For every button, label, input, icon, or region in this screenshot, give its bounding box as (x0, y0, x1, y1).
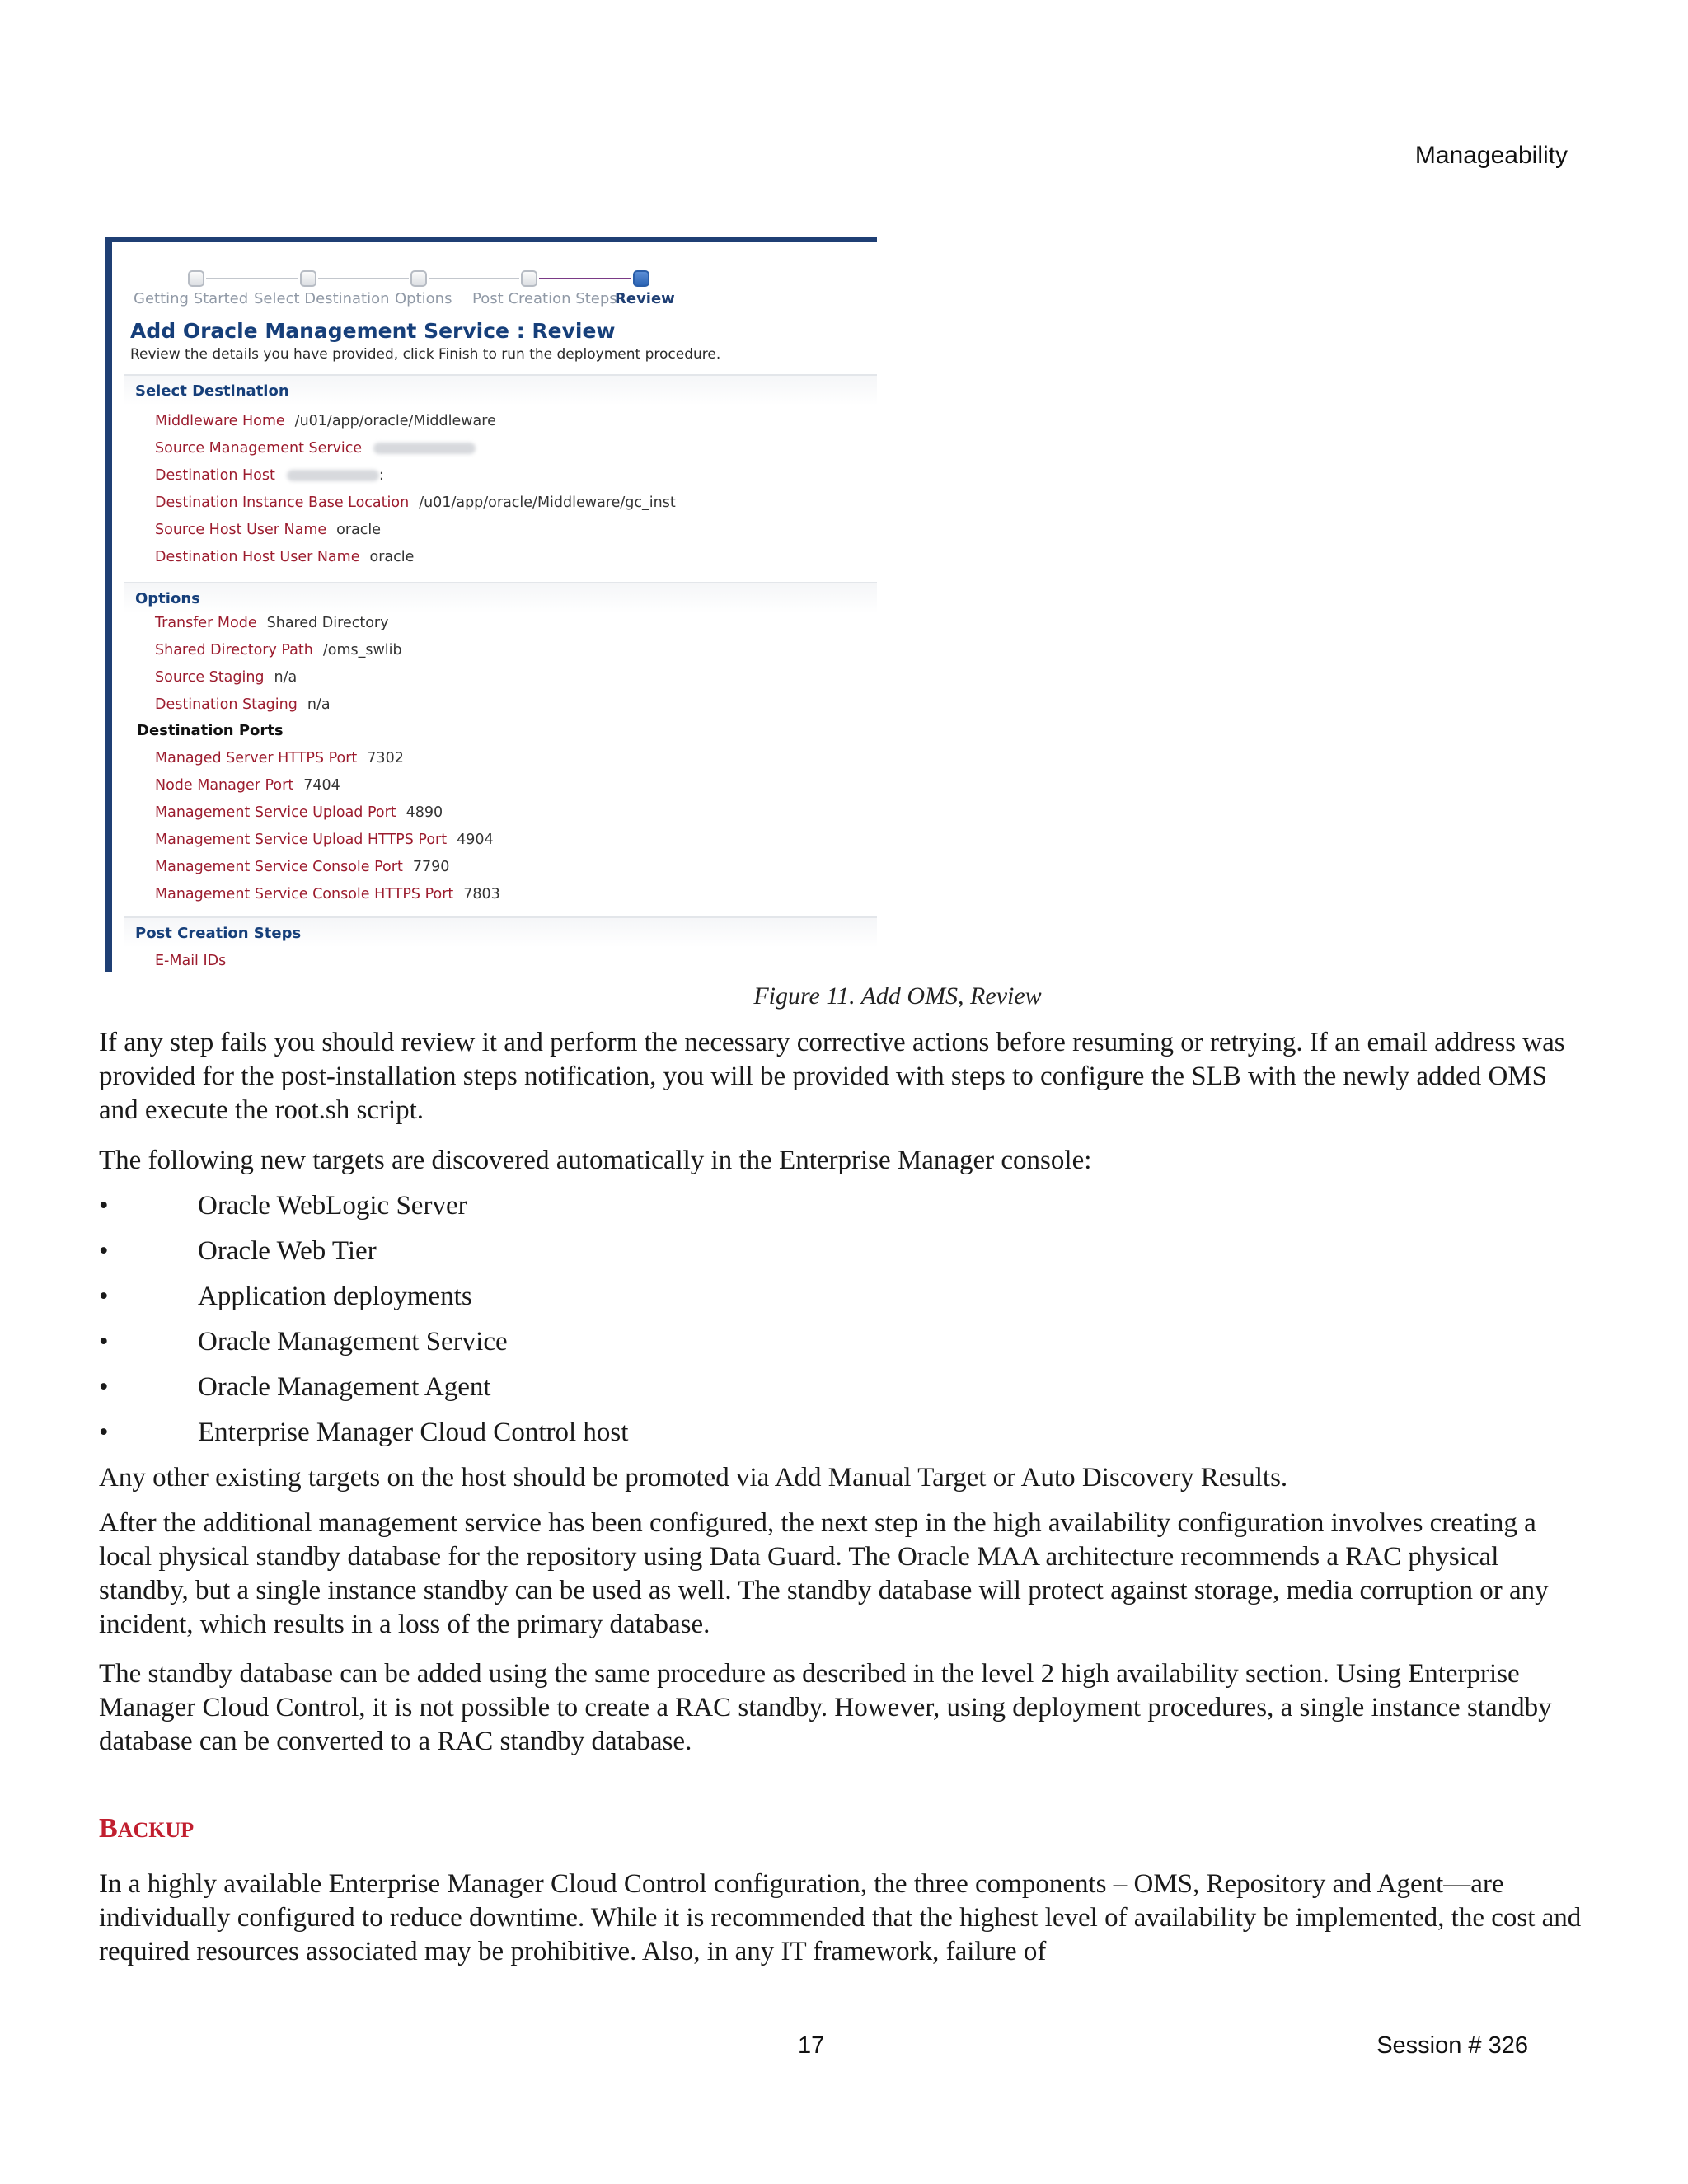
field-row: Source Staging n/a (155, 669, 298, 686)
field-row: Node Manager Port 7404 (155, 777, 340, 794)
field-row: Transfer Mode Shared Directory (155, 615, 389, 631)
step-dot-post-creation[interactable] (521, 270, 537, 287)
step-label-review: Review (615, 290, 675, 307)
field-row: Management Service Console HTTPS Port 7803 (155, 886, 500, 902)
figure-screenshot (106, 237, 877, 972)
step-connector-active (539, 278, 631, 279)
redacted-value (287, 470, 379, 481)
field-row: Management Service Console Port 7790 (155, 859, 450, 875)
running-header: Manageability (1414, 142, 1568, 169)
paragraph: Any other existing targets on the host should be promoted via Add Manual Target or Auto Discovery Results. (99, 1463, 1288, 1493)
paragraph: If any step fails you should review it and perform the necessary corrective actions before resuming or retrying. If an email address was provided for the post-installation steps notification, you will be provided with steps to configure the SLB with the newly added OMS and execute the root.sh script. (99, 1028, 1565, 1125)
step-label-getting-started[interactable]: Getting Started (134, 290, 249, 307)
step-connector (318, 278, 409, 279)
paragraph: After the additional management service has been configured, the next step in the high availability configuration involves creating a local physical standby database for the repository using Data Guard. The Oracle MAA architecture recommends a RAC physical standby, but a single instance standby can be used as well. The standby database will protect against storage, media corruption or any incident, which results in a loss of the primary database. (99, 1508, 1549, 1639)
review-page-subtitle: Review the details you have provided, click Finish to run the deployment procedure. (130, 346, 721, 363)
step-dot-options[interactable] (410, 270, 427, 287)
step-dot-getting-started[interactable] (188, 270, 204, 287)
paragraph: In a highly available Enterprise Manager Cloud Control configuration, the three components – OMS, Repository and Agent—are individually configured to reduce downtime. While it is recommended that the highest level of availability be implemented, the cost and required resources associated may be prohibitive. Also, in any IT framework, failure of (99, 1869, 1582, 1966)
subsection-destination-ports: Destination Ports (137, 722, 284, 739)
step-connector (206, 278, 298, 279)
review-page-title: Add Oracle Management Service : Review (130, 319, 616, 343)
field-row: E-Mail IDs (155, 953, 227, 969)
session-label: Session # 326 (1376, 2032, 1528, 2059)
field-row: Management Service Upload Port 4890 (155, 804, 443, 821)
paragraph: The standby database can be added using the same procedure as described in the level 2 high availability section. Using Enterprise Manager Cloud Control, it is not possible to create a RAC standby. However, using deployment procedures, a single instance standby database can be converted to a RAC standby database. (99, 1659, 1552, 1756)
field-row: Shared Directory Path /oms_swlib (155, 642, 402, 658)
redacted-value (373, 443, 476, 454)
section-header-options: Options (124, 582, 877, 613)
field-row: Management Service Upload HTTPS Port 4904 (155, 832, 494, 848)
field-row: Destination Instance Base Location /u01/app/oracle/Middleware/gc_inst (155, 494, 676, 511)
step-label-post-creation[interactable]: Post Creation Steps (472, 290, 617, 307)
field-row: Destination Staging n/a (155, 696, 331, 713)
step-label-options[interactable]: Options (395, 290, 452, 307)
step-connector (429, 278, 519, 279)
section-header-post-creation: Post Creation Steps (124, 916, 877, 948)
step-dot-review[interactable] (633, 270, 649, 287)
step-dot-select-destination[interactable] (300, 270, 316, 287)
field-row: Source Host User Name oracle (155, 522, 382, 538)
section-header-select-destination: Select Destination (124, 374, 877, 405)
step-train (112, 242, 877, 307)
paragraph: The following new targets are discovered automatically in the Enterprise Manager console: (99, 1146, 1092, 1175)
figure-caption: Figure 11. Add OMS, Review (753, 982, 1042, 1010)
section-heading-backup: BACKUP (99, 1813, 195, 1844)
step-label-select-destination[interactable]: Select Destination (254, 290, 390, 307)
field-row: Middleware Home /u01/app/oracle/Middleware (155, 413, 496, 429)
field-row: Managed Server HTTPS Port 7302 (155, 750, 404, 766)
field-row: Destination Host : (155, 467, 384, 484)
field-row: Source Management Service (155, 440, 485, 457)
page-number: 17 (798, 2032, 825, 2059)
field-row: Destination Host User Name oracle (155, 549, 415, 565)
